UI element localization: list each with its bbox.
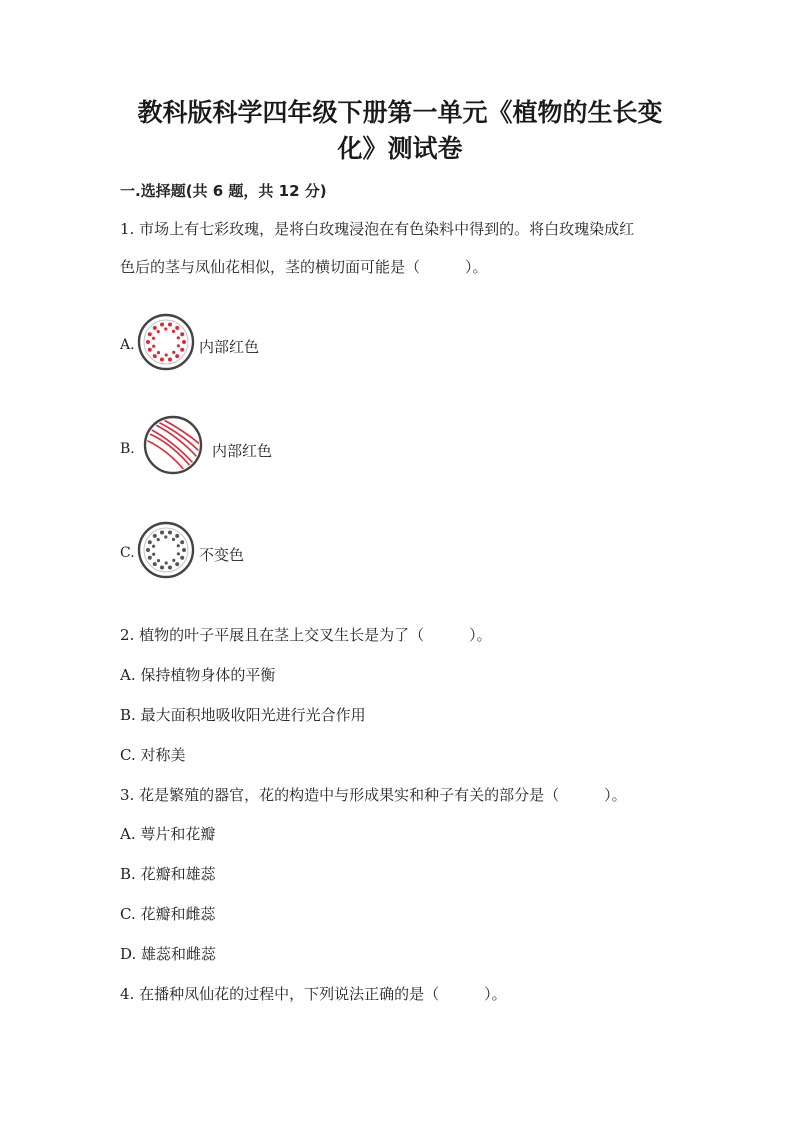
vascular-bundle-dot <box>177 344 180 347</box>
question-1-option-a-label: A. <box>120 337 135 353</box>
vascular-bundle-dot <box>146 340 150 344</box>
stem-cross-section-gray-dots-icon <box>136 520 196 580</box>
question-3-option-d-label: D. <box>120 945 137 963</box>
question-3-option-c-text: 花瓣和雌蕊 <box>140 905 216 923</box>
vascular-bundle-dot <box>168 531 172 535</box>
vascular-bundle-dot <box>172 559 175 562</box>
vascular-bundle-dot <box>160 566 164 570</box>
question-3-option-a-text: 萼片和花瓣 <box>140 825 216 843</box>
question-3-option-b <box>120 863 216 884</box>
vascular-bundle-dot <box>148 348 152 352</box>
question-1-option-b-label: B. <box>120 441 135 457</box>
question-3-option-d <box>120 943 216 964</box>
vascular-bundle-dot <box>180 540 184 544</box>
vascular-bundle-dot <box>148 556 152 560</box>
section-heading: 一.选择题(共 6 题，共 12 分) <box>120 182 327 200</box>
vascular-bundle-dot <box>175 326 179 330</box>
vascular-bundle-dot <box>172 351 175 354</box>
question-2-option-a-text: 保持植物身体的平衡 <box>140 666 276 684</box>
question-2-option-a-label: A. <box>120 666 136 684</box>
vascular-bundle-dot <box>164 327 167 330</box>
vascular-bundle-dot <box>153 354 157 358</box>
vascular-bundle-dot <box>160 531 164 535</box>
question-1-text-line-2: 色后的茎与凤仙花相似，茎的横切面可能是（ ）。 <box>120 258 488 276</box>
question-1-option-b-text: 内部红色 <box>212 442 273 460</box>
vascular-bundle-dot <box>168 323 172 327</box>
stem-cross-section-red-dots-icon <box>136 312 196 372</box>
vascular-bundle-dot <box>180 332 184 336</box>
question-3-option-c-label: C. <box>120 905 136 923</box>
question-2-option-a <box>120 664 275 685</box>
page-title <box>120 95 680 167</box>
question-1-option-c-label: C. <box>120 545 135 561</box>
question-3-option-b-text: 花瓣和雄蕊 <box>140 865 216 883</box>
vascular-bundle-dot <box>175 534 179 538</box>
question-1-text-line-1: 1. 市场上有七彩玫瑰，是将白玫瑰浸泡在有色染料中得到的。将白玫瑰染成红 <box>120 220 635 238</box>
question-2-option-b-label: B. <box>120 706 136 724</box>
vascular-bundle-dot <box>177 336 180 339</box>
question-2-option-c-text: 对称美 <box>140 746 186 764</box>
vascular-bundle-dot <box>148 540 152 544</box>
vascular-bundle-dot <box>175 562 179 566</box>
vascular-bundle-dot <box>168 358 172 362</box>
vascular-bundle-dot <box>177 544 180 547</box>
vascular-bundle-dot <box>157 330 160 333</box>
vascular-bundle-dot <box>152 545 155 548</box>
vascular-bundle-dot <box>165 561 168 564</box>
title-line-2: 化》测试卷 <box>337 134 463 163</box>
stem-longitudinal-red-lines-icon <box>142 414 204 476</box>
vascular-bundle-dot <box>157 559 160 562</box>
vascular-bundle-dot <box>177 552 180 555</box>
vascular-bundle-dot <box>153 326 157 330</box>
question-1-option-c-text: 不变色 <box>199 546 245 564</box>
vascular-bundle-dot <box>172 330 175 333</box>
vascular-bundle-dot <box>160 323 164 327</box>
vascular-bundle-dot <box>157 538 160 541</box>
question-4-text: 4. 在播种凤仙花的过程中，下列说法正确的是（ ）。 <box>120 985 507 1003</box>
question-3-option-d-text: 雄蕊和雌蕊 <box>141 945 217 963</box>
vascular-bundle-dot <box>168 566 172 570</box>
question-2-option-c-label: C. <box>120 746 136 764</box>
vascular-bundle-dot <box>152 337 155 340</box>
vascular-bundle-dot <box>160 358 164 362</box>
vascular-bundle-dot <box>180 556 184 560</box>
vascular-bundle-dot <box>153 534 157 538</box>
vascular-bundle-dot <box>164 535 167 538</box>
vascular-bundle-dot <box>182 548 186 552</box>
vascular-bundle-dot <box>153 562 157 566</box>
vascular-bundle-dot <box>182 340 186 344</box>
vascular-bundle-dot <box>175 354 179 358</box>
vascular-bundle-dot <box>165 353 168 356</box>
question-1-option-a-text: 内部红色 <box>199 338 260 356</box>
question-3-option-c <box>120 903 216 924</box>
question-3-option-b-label: B. <box>120 865 136 883</box>
vascular-bundle-dot <box>152 345 155 348</box>
question-3-option-a <box>120 823 215 844</box>
question-3-option-a-label: A. <box>120 825 136 843</box>
title-line-1: 教科版科学四年级下册第一单元《植物的生长变 <box>137 98 663 127</box>
question-3-text: 3. 花是繁殖的器官，花的构造中与形成果实和种子有关的部分是（ ）。 <box>120 786 627 804</box>
vascular-bundle-dot <box>152 553 155 556</box>
question-2-option-b-text: 最大面积地吸收阳光进行光合作用 <box>140 706 366 724</box>
vascular-bundle-dot <box>157 351 160 354</box>
question-2-option-c <box>120 744 186 765</box>
vascular-bundle-dot <box>146 548 150 552</box>
vascular-bundle-dot <box>180 348 184 352</box>
vascular-bundle-dot <box>148 332 152 336</box>
question-2-option-b <box>120 704 366 725</box>
question-2-text: 2. 植物的叶子平展且在茎上交叉生长是为了（ ）。 <box>120 626 492 644</box>
vascular-bundle-dot <box>172 538 175 541</box>
